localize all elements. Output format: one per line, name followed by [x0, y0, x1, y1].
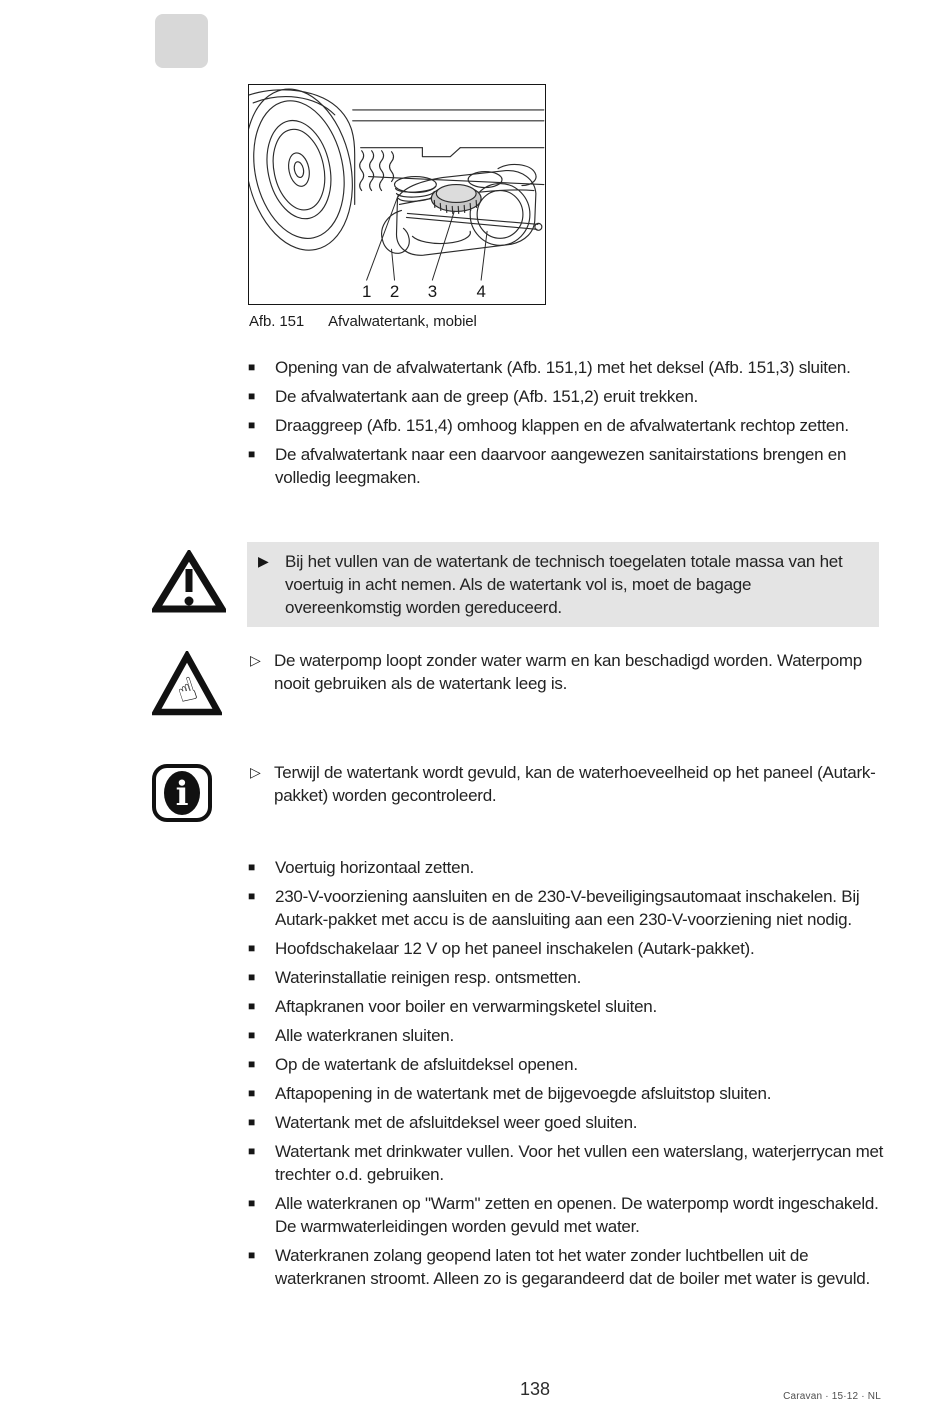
list-item-text: Watertank met drinkwater vullen. Voor het vullen een waterslang, waterjerrycan met trechter o.d. gebruiken.	[275, 1142, 884, 1184]
figure-caption-label: Afb. 151	[249, 313, 305, 330]
list-item	[248, 385, 890, 408]
bullet-square-icon: ■	[248, 447, 255, 461]
figure-part-label-2: 2	[389, 282, 400, 302]
info-text: Terwijl de watertank wordt gevuld, kan de waterhoeveelheid op het paneel (Autark-pakket) worden gecontroleerd.	[274, 763, 876, 805]
caution-text: De waterpomp loopt zonder water warm en kan beschadigd worden. Waterpomp nooit gebruiken als de watertank leeg is.	[274, 651, 863, 693]
figure-part-label-1: 1	[362, 282, 372, 302]
caravan-wastetank-illustration	[249, 85, 545, 304]
list-item-text: Watertank met de afsluitdeksel weer goed sluiten.	[275, 1113, 638, 1132]
caravan-wheel-drawing	[249, 85, 367, 260]
bullet-square-icon: ■	[248, 1086, 255, 1100]
list-item	[248, 1192, 890, 1238]
list-item	[248, 1244, 890, 1290]
list-item	[248, 1053, 890, 1076]
list-item-text: Hoofdschakelaar 12 V op het paneel inschakelen (Autark-pakket).	[275, 939, 755, 958]
list-item-text: Voertuig horizontaal zetten.	[275, 858, 475, 877]
warning-text: Bij het vullen van de watertank de technisch toegelaten totale massa van het voertuig in acht nemen. Als de watertank vol is, moet de bagage overeenkomstig worden gereduceerd.	[285, 552, 843, 617]
list-item	[248, 966, 890, 989]
attention-hand-triangle-icon	[152, 651, 222, 722]
figure-caption	[249, 313, 669, 330]
figure-part-label-4: 4	[476, 282, 486, 302]
list-item-text: De afvalwatertank naar een daarvoor aangewezen sanitairstations brengen en volledig leegmaken.	[275, 445, 847, 487]
list-item-text: Waterinstallatie reinigen resp. ontsmetten.	[275, 968, 582, 987]
bullet-list-emptying-steps	[248, 356, 890, 495]
list-item-text: Draaggreep (Afb. 151,4) omhoog klappen en de afvalwatertank rechtop zetten.	[275, 416, 849, 435]
chapter-tab-marker	[155, 14, 208, 68]
svg-text:☝: ☝	[171, 669, 202, 712]
bullet-square-icon: ■	[248, 860, 255, 874]
caution-note	[247, 649, 879, 695]
list-item-text: Alle waterkranen sluiten.	[275, 1026, 454, 1045]
bullet-square-icon: ■	[248, 889, 255, 903]
list-item-text: De afvalwatertank aan de greep (Afb. 151,2) eruit trekken.	[275, 387, 699, 406]
wastetank-drawing	[382, 164, 542, 255]
arrow-outline-icon: ▷	[250, 652, 261, 668]
list-item	[248, 443, 890, 489]
list-item	[248, 356, 890, 379]
bullet-square-icon: ■	[248, 1115, 255, 1129]
list-item	[248, 1111, 890, 1134]
booklet-info: Caravan · 15·12 · NL	[783, 1391, 881, 1402]
bullet-square-icon: ■	[248, 418, 255, 432]
list-item-text: Aftapopening in de watertank met de bijgevoegde afsluitstop sluiten.	[275, 1084, 772, 1103]
list-item	[248, 995, 890, 1018]
arrow-outline-icon: ▷	[250, 764, 261, 780]
arrow-filled-icon: ▶	[258, 553, 269, 569]
bullet-square-icon: ■	[248, 389, 255, 403]
list-item	[248, 856, 890, 879]
bullet-square-icon: ■	[248, 999, 255, 1013]
list-item	[248, 937, 890, 960]
list-item	[248, 1082, 890, 1105]
list-item-text: 230-V-voorziening aansluiten en de 230-V-beveiligingsautomaat inschakelen. Bij Autark-pakket met accu is de aansluiting aan een 230-V-voorziening niet nodig.	[275, 887, 860, 929]
page-number: 138	[519, 1379, 551, 1399]
list-item-text: Opening van de afvalwatertank (Afb. 151,1) met het deksel (Afb. 151,3) sluiten.	[275, 358, 851, 377]
bullet-square-icon: ■	[248, 1196, 255, 1210]
bullet-square-icon: ■	[248, 1057, 255, 1071]
bullet-square-icon: ■	[248, 360, 255, 374]
info-note	[247, 761, 879, 807]
bullet-list-filling-steps	[248, 856, 890, 1296]
info-icon	[151, 763, 213, 828]
warning-note	[247, 542, 879, 627]
list-item	[248, 1140, 890, 1186]
list-item	[248, 1024, 890, 1047]
list-item-text: Aftapkranen voor boiler en verwarmingsketel sluiten.	[275, 997, 657, 1016]
bullet-square-icon: ■	[248, 1028, 255, 1042]
bullet-square-icon: ■	[248, 1248, 255, 1262]
list-item-text: Alle waterkranen op "Warm" zetten en openen. De waterpomp wordt ingeschakeld. De warmwaterleidingen worden gevuld met water.	[275, 1194, 879, 1236]
figure-box	[248, 84, 546, 305]
bullet-square-icon: ■	[248, 970, 255, 984]
svg-text:i: i	[175, 774, 189, 814]
warning-triangle-icon	[152, 550, 226, 619]
list-item-text: Waterkranen zolang geopend laten tot het water zonder luchtbellen uit de waterkranen stroomt. Alleen zo is gegarandeerd dat de boiler met water is gevuld.	[275, 1246, 870, 1288]
figure-caption-text: Afvalwatertank, mobiel	[328, 313, 477, 330]
bullet-square-icon: ■	[248, 1144, 255, 1158]
list-item	[248, 885, 890, 931]
bullet-square-icon: ■	[248, 941, 255, 955]
figure-part-label-3: 3	[427, 282, 437, 302]
list-item-text: Op de watertank de afsluitdeksel openen.	[275, 1055, 578, 1074]
list-item	[248, 414, 890, 437]
